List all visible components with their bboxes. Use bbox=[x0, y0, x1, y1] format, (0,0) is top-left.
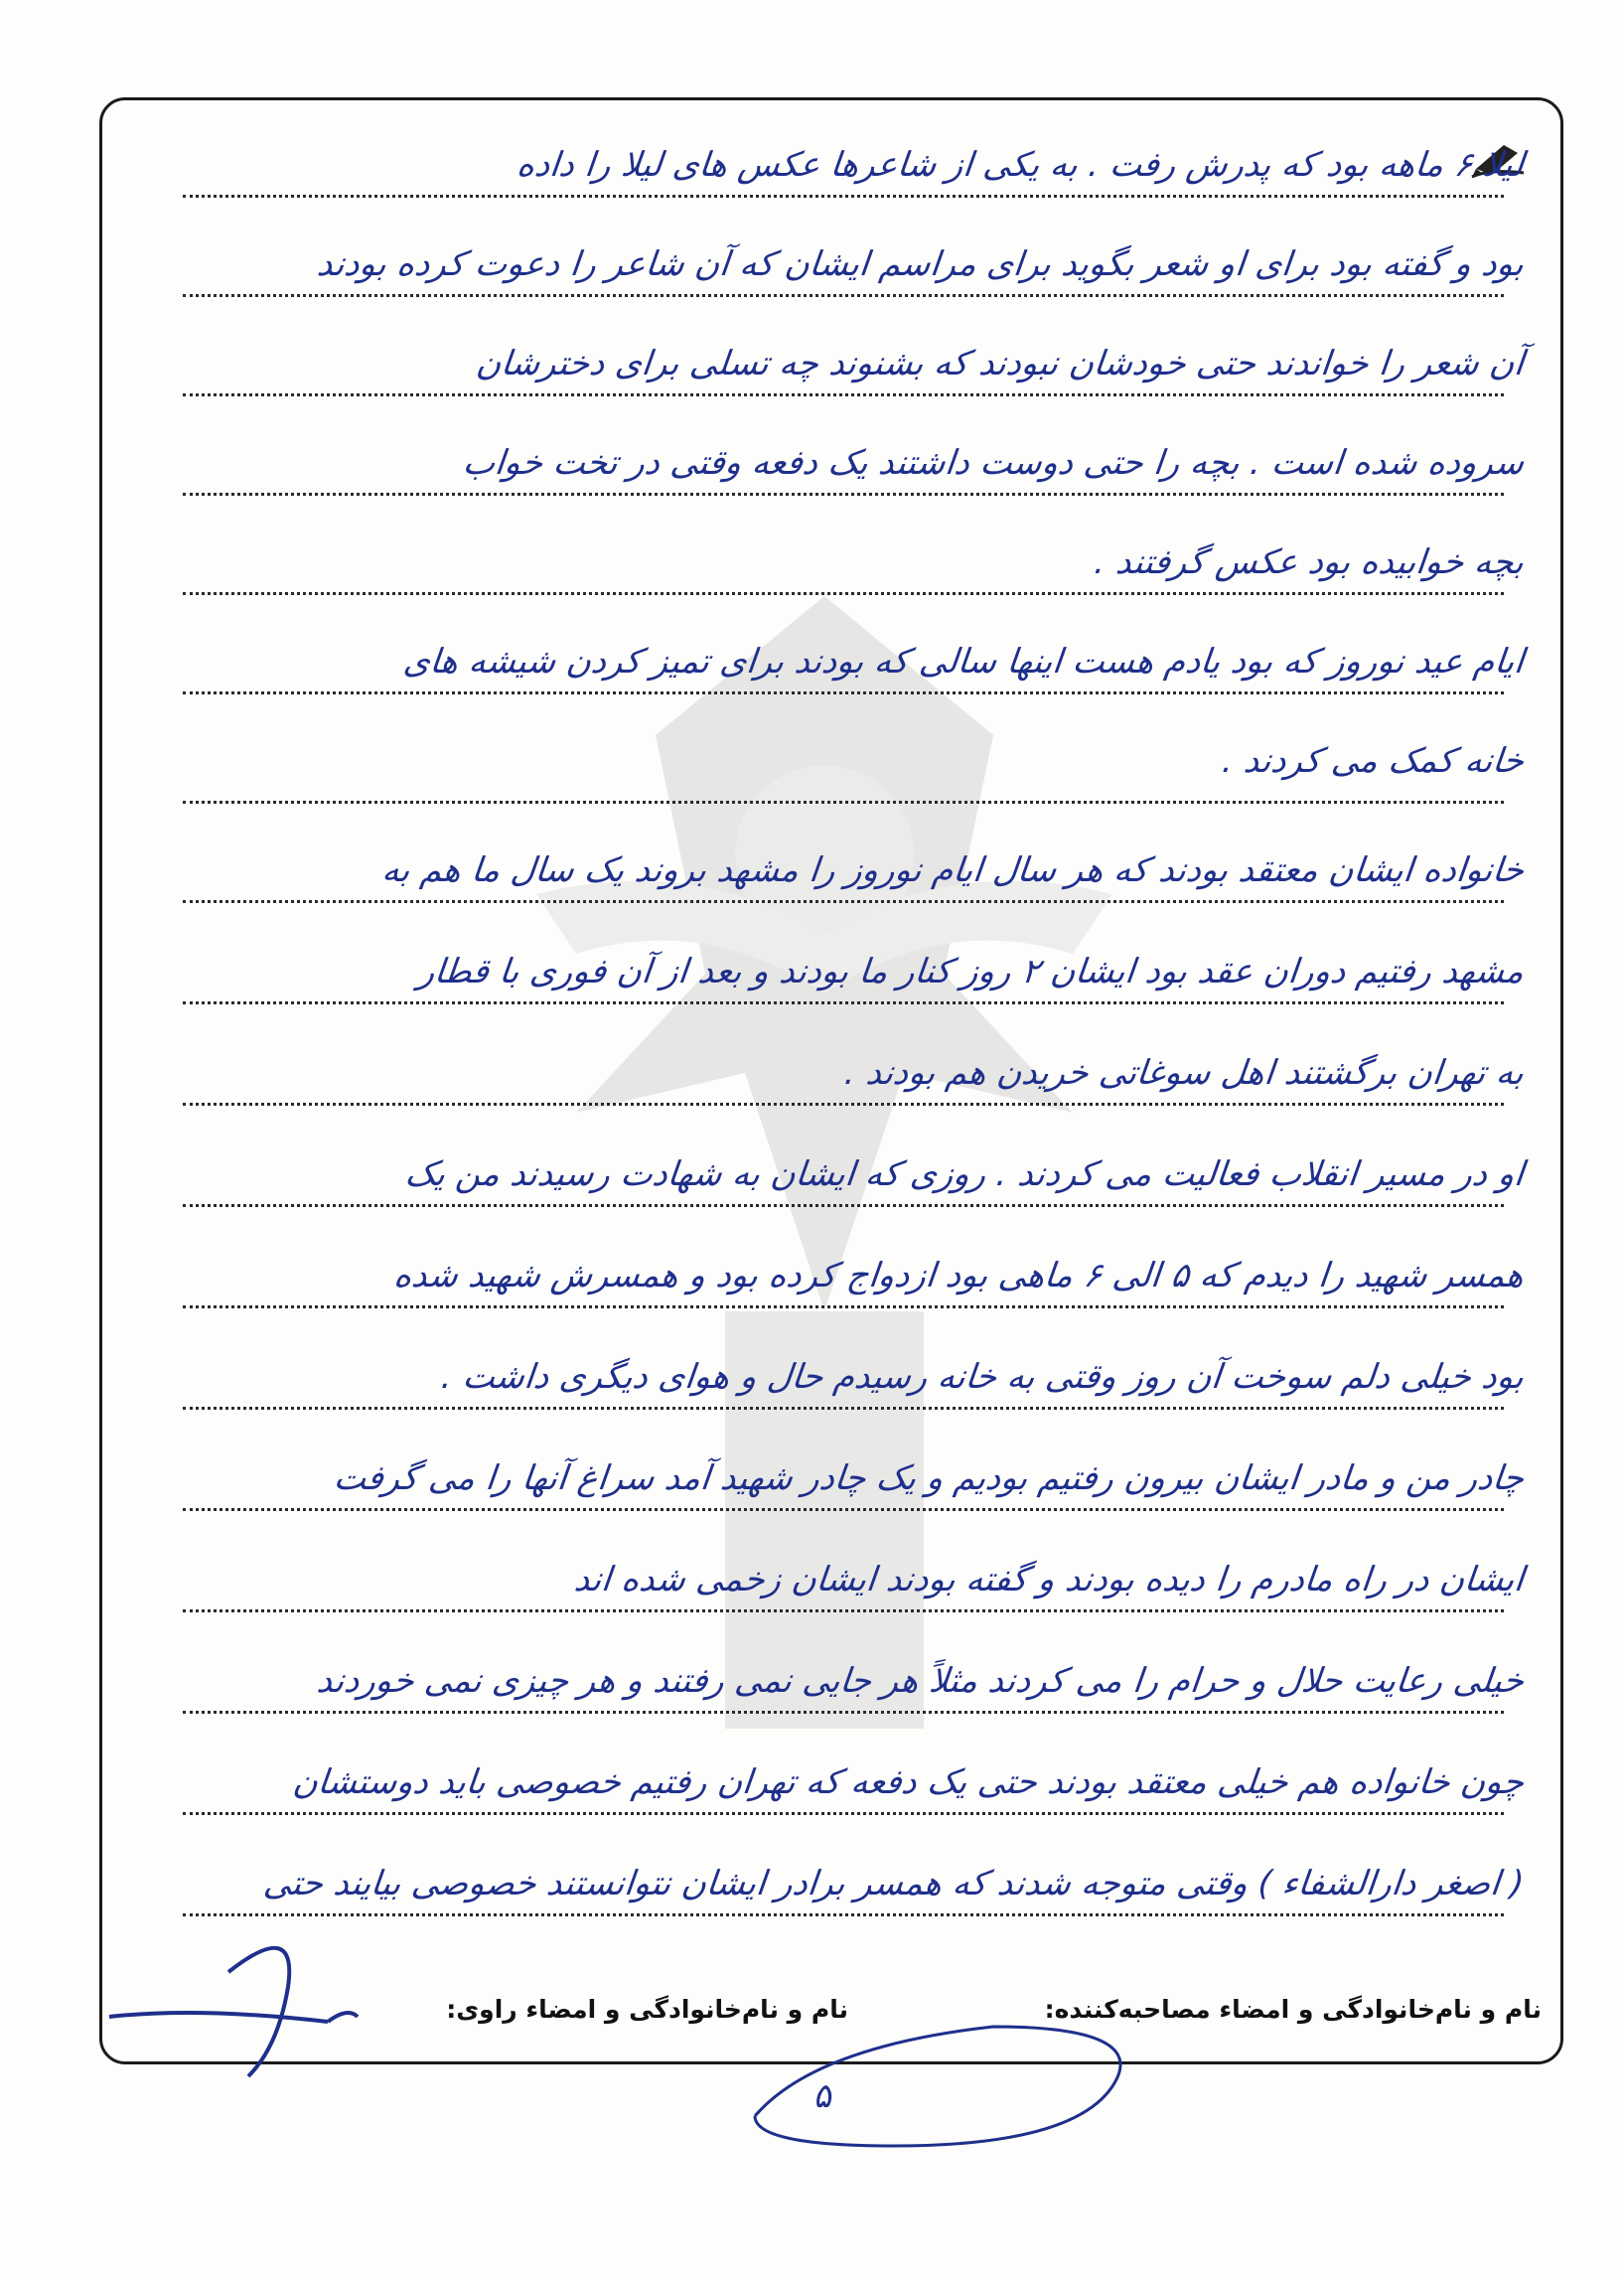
dotted-rule bbox=[183, 801, 1504, 804]
handwritten-line: خیلی رعایت حلال و حرام را می کردند مثلاً هر جایی نمی رفتند و هر چیزی نمی خوردند bbox=[315, 1661, 1527, 1701]
handwritten-line: مشهد رفتیم دوران عقد بود ایشان ۲ روز کنار ما بودند و بعد از آن فوری با قطار bbox=[416, 952, 1527, 991]
dotted-rule bbox=[183, 1407, 1504, 1410]
handwritten-line: بچه خوابیده بود عکس گرفتند . bbox=[1092, 542, 1527, 582]
handwritten-line: ایام عید نوروز که بود یادم هست اینها سالی که بودند برای تمیز کردن شیشه های bbox=[401, 642, 1527, 682]
dotted-rule bbox=[183, 1001, 1504, 1004]
handwritten-line: بود خیلی دلم سوخت آن روز وقتی به خانه رسیدم حال و هوای دیگری داشت . bbox=[439, 1357, 1527, 1397]
interviewer-signature-label: نام و نام‌خانوادگی و امضاء مصاحبه‌کننده: bbox=[1044, 1995, 1542, 2024]
handwritten-line: همسر شهید را دیدم که ۵ الی ۶ ماهی بود ازدواج کرده بود و همسرش شهید شده bbox=[391, 1256, 1527, 1295]
handwritten-line: چادر من و مادر ایشان بیرون رفتیم بودیم و یک چادر شهید آمد سراغ آنها را می گرفت bbox=[332, 1458, 1527, 1498]
narrator-signature-label: نام و نام‌خانوادگی و امضاء راوی: bbox=[446, 1995, 848, 2024]
dotted-rule bbox=[183, 592, 1504, 595]
handwritten-line: خانواده ایشان معتقد بودند که هر سال ایام نوروز را مشهد بروند یک سال ما هم به bbox=[379, 850, 1527, 890]
handwritten-line: سروده شده است . بچه را حتی دوست داشتند یک دفعه وقتی در تخت خواب bbox=[461, 443, 1527, 483]
handwritten-line: لیلا ۶ ماهه بود که پدرش رفت . به یکی از شاعرها عکس های لیلا را داده bbox=[515, 145, 1527, 185]
dotted-rule bbox=[183, 1711, 1504, 1714]
dotted-rule bbox=[183, 1508, 1504, 1511]
handwritten-line: بود و گفته بود برای او شعر بگوید برای مراسم ایشان که آن شاعر را دعوت کرده بودند bbox=[315, 244, 1527, 284]
dotted-rule bbox=[183, 1913, 1504, 1916]
handwritten-line: ( اصغر دارالشفاء ) وقتی متوجه شدند که همسر برادر ایشان نتوانستند خصوصی بیایند حتی bbox=[261, 1864, 1527, 1903]
dotted-rule bbox=[183, 1812, 1504, 1815]
dotted-rule bbox=[183, 691, 1504, 694]
dotted-rule bbox=[183, 900, 1504, 903]
dotted-rule bbox=[183, 393, 1504, 396]
dotted-rule bbox=[183, 294, 1504, 297]
dotted-rule bbox=[183, 1609, 1504, 1612]
handwritten-line: ایشان در راه مادرم را دیده بودند و گفته بودند ایشان زخمی شده اند bbox=[572, 1560, 1527, 1599]
handwritten-line: به تهران برگشتند اهل سوغاتی خریدن هم بودند . bbox=[842, 1053, 1527, 1093]
page-number: ۵ bbox=[812, 2076, 836, 2116]
handwritten-body bbox=[99, 97, 1563, 2064]
dotted-rule bbox=[183, 1103, 1504, 1106]
signature-footer bbox=[99, 1987, 1563, 2047]
dotted-rule bbox=[183, 493, 1504, 496]
dotted-rule bbox=[183, 1204, 1504, 1207]
dotted-rule bbox=[183, 1305, 1504, 1308]
dotted-rule bbox=[183, 195, 1504, 198]
handwritten-line: چون خانواده هم خیلی معتقد بودند حتی یک دفعه که تهران رفتیم خصوصی باید دوستشان bbox=[290, 1762, 1527, 1802]
handwritten-line: خانه کمک می کردند . bbox=[1220, 741, 1527, 781]
handwritten-line: آن شعر را خواندند حتی خودشان نبودند که بشنوند چه تسلی برای دخترشان bbox=[474, 344, 1527, 383]
handwritten-line: او در مسیر انقلاب فعالیت می کردند . روزی که ایشان به شهادت رسیدند من یک bbox=[403, 1154, 1527, 1194]
